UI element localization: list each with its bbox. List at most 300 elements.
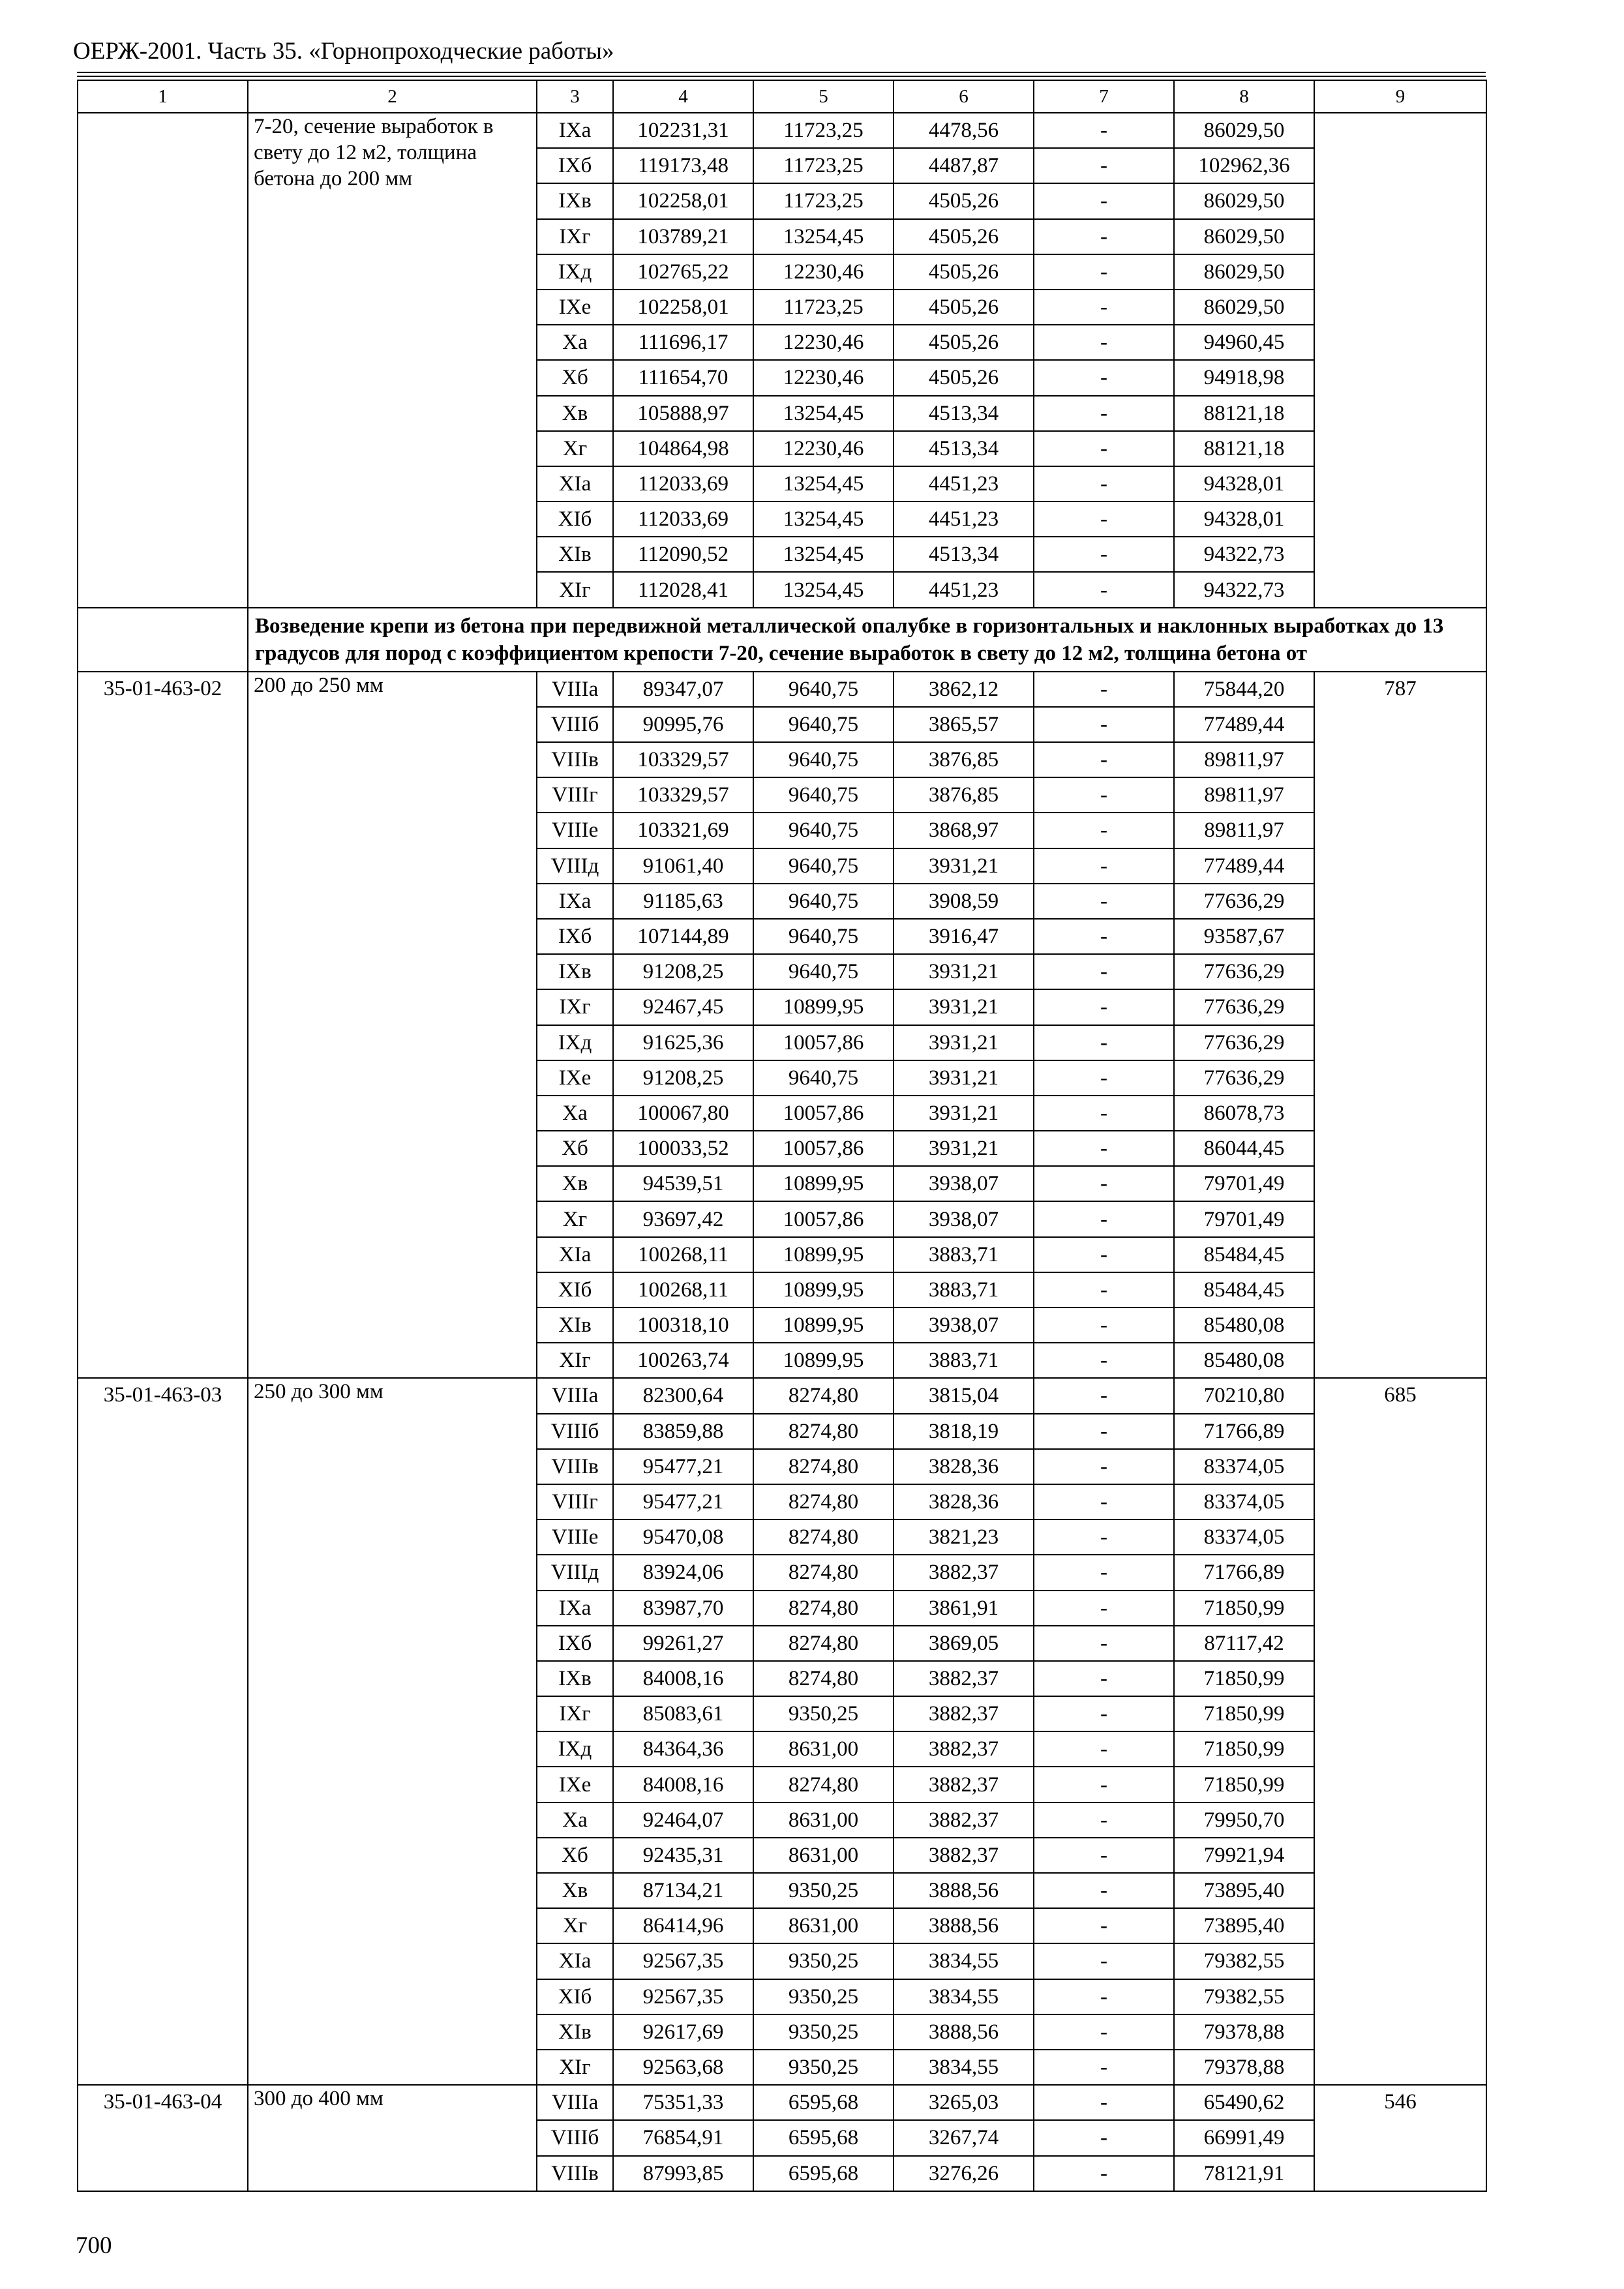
value-cell: 10057,86	[753, 1201, 894, 1236]
value-cell: 92567,35	[613, 1979, 753, 2014]
value-cell: -	[1034, 360, 1174, 395]
value-cell: -	[1034, 2156, 1174, 2191]
value-cell: 85480,08	[1174, 1308, 1314, 1343]
value-cell: 3265,03	[894, 2085, 1034, 2120]
value-cell: 8631,00	[753, 1838, 894, 1873]
value-cell: -	[1034, 1343, 1174, 1378]
category-cell: Xа	[537, 325, 613, 360]
value-cell: 8631,00	[753, 1803, 894, 1838]
value-cell: 3931,21	[894, 848, 1034, 884]
value-cell: 94322,73	[1174, 537, 1314, 572]
value-cell: 76854,91	[613, 2120, 753, 2155]
value-cell: 10899,95	[753, 1343, 894, 1378]
value-cell: 8274,80	[753, 1449, 894, 1484]
category-cell: VIIIд	[537, 848, 613, 884]
value-cell: 3916,47	[894, 919, 1034, 954]
value-cell: -	[1034, 1803, 1174, 1838]
page-number: 700	[76, 2232, 112, 2259]
value-cell: 90995,76	[613, 707, 753, 742]
value-cell: -	[1034, 466, 1174, 501]
value-cell: 86029,50	[1174, 219, 1314, 254]
value-cell: 9350,25	[753, 2014, 894, 2050]
value-cell: 89811,97	[1174, 777, 1314, 813]
header-rule	[77, 72, 1486, 73]
value-cell: -	[1034, 1308, 1174, 1343]
value-cell: 99261,27	[613, 1626, 753, 1661]
value-cell: 3862,12	[894, 672, 1034, 707]
column-number-cell: 7	[1034, 80, 1174, 113]
value-cell: 73895,40	[1174, 1873, 1314, 1908]
value-cell: 112033,69	[613, 501, 753, 537]
category-cell: IXб	[537, 919, 613, 954]
value-cell: 87117,42	[1174, 1626, 1314, 1661]
value-cell: 83374,05	[1174, 1484, 1314, 1519]
value-cell: -	[1034, 919, 1174, 954]
column-number-cell: 2	[248, 80, 537, 113]
value-cell: 92563,68	[613, 2050, 753, 2085]
value-cell: 83924,06	[613, 1555, 753, 1590]
value-cell: -	[1034, 2014, 1174, 2050]
value-cell: -	[1034, 813, 1174, 848]
value-cell: 8274,80	[753, 1378, 894, 1413]
value-cell: 4487,87	[894, 148, 1034, 183]
value-cell: -	[1034, 325, 1174, 360]
value-cell: 8274,80	[753, 1555, 894, 1590]
category-cell: VIIIа	[537, 2085, 613, 2120]
value-cell: 3828,36	[894, 1449, 1034, 1484]
category-cell: IXе	[537, 290, 613, 325]
value-cell: 3876,85	[894, 777, 1034, 813]
category-cell: Xг	[537, 1201, 613, 1236]
value-cell: 100318,10	[613, 1308, 753, 1343]
value-cell: 79378,88	[1174, 2014, 1314, 2050]
value-cell: 3931,21	[894, 1025, 1034, 1060]
value-cell: 9350,25	[753, 1873, 894, 1908]
category-cell: IXа	[537, 113, 613, 148]
value-cell: 92464,07	[613, 1803, 753, 1838]
value-cell: -	[1034, 1873, 1174, 1908]
value-cell: 100268,11	[613, 1272, 753, 1308]
value-cell: 4513,34	[894, 396, 1034, 431]
category-cell: VIIIб	[537, 1414, 613, 1449]
value-cell: -	[1034, 1943, 1174, 1979]
value-cell: 71850,99	[1174, 1591, 1314, 1626]
norm-code: 35-01-463-03	[78, 1378, 248, 2085]
category-cell: IXв	[537, 183, 613, 218]
value-cell: 102258,01	[613, 183, 753, 218]
value-cell: 84008,16	[613, 1767, 753, 1802]
value-cell: 4451,23	[894, 466, 1034, 501]
value-cell: -	[1034, 1060, 1174, 1096]
value-cell: 89811,97	[1174, 813, 1314, 848]
category-cell: VIIIг	[537, 777, 613, 813]
value-cell: 4505,26	[894, 360, 1034, 395]
value-cell: 77636,29	[1174, 954, 1314, 989]
section-title: Возведение крепи из бетона при передвижной металлической опалубке в горизонтальных и наклонных выработках до 13 градусов для пород с коэффициентом крепости 7-20, сечение выработок в свету до 12 м2, толщина бетона от	[248, 608, 1486, 672]
table-row	[78, 2085, 1486, 2120]
value-cell: 111654,70	[613, 360, 753, 395]
norm-description: 250 до 300 мм	[248, 1378, 537, 2085]
value-cell: 12230,46	[753, 254, 894, 290]
value-cell: 104864,98	[613, 431, 753, 466]
value-cell: 9640,75	[753, 672, 894, 707]
norm-description: 300 до 400 мм	[248, 2085, 537, 2191]
value-cell: 86078,73	[1174, 1096, 1314, 1131]
value-cell: -	[1034, 290, 1174, 325]
value-cell: 82300,64	[613, 1378, 753, 1413]
value-cell: 4505,26	[894, 183, 1034, 218]
value-cell: 4513,34	[894, 431, 1034, 466]
value-cell: 10057,86	[753, 1131, 894, 1166]
value-cell: -	[1034, 1626, 1174, 1661]
value-cell: -	[1034, 1908, 1174, 1943]
value-cell: 77636,29	[1174, 884, 1314, 919]
value-cell: 89811,97	[1174, 742, 1314, 777]
rates-table	[77, 80, 1487, 2192]
value-cell: 93697,42	[613, 1201, 753, 1236]
value-cell: 3938,07	[894, 1166, 1034, 1201]
value-cell: -	[1034, 672, 1174, 707]
header-rule-inner	[77, 76, 1486, 77]
category-cell: IXг	[537, 1696, 613, 1731]
value-cell: 13254,45	[753, 219, 894, 254]
value-cell: 95477,21	[613, 1484, 753, 1519]
value-cell: 8274,80	[753, 1414, 894, 1449]
column-number-cell: 6	[894, 80, 1034, 113]
category-cell: VIIIв	[537, 742, 613, 777]
value-cell: 107144,89	[613, 919, 753, 954]
value-cell: -	[1034, 989, 1174, 1025]
value-cell: 88121,18	[1174, 396, 1314, 431]
value-cell: 10899,95	[753, 1237, 894, 1272]
value-cell: 3276,26	[894, 2156, 1034, 2191]
value-cell: 8274,80	[753, 1591, 894, 1626]
value-cell: 9350,25	[753, 1696, 894, 1731]
value-cell: 3818,19	[894, 1414, 1034, 1449]
count-cell: 685	[1314, 1378, 1486, 2085]
value-cell: -	[1034, 396, 1174, 431]
value-cell: 86029,50	[1174, 113, 1314, 148]
value-cell: -	[1034, 884, 1174, 919]
value-cell: -	[1034, 1591, 1174, 1626]
value-cell: 11723,25	[753, 148, 894, 183]
value-cell: 85480,08	[1174, 1343, 1314, 1378]
value-cell: 3821,23	[894, 1519, 1034, 1555]
value-cell: 13254,45	[753, 466, 894, 501]
value-cell: 9640,75	[753, 919, 894, 954]
value-cell: 85484,45	[1174, 1272, 1314, 1308]
value-cell: 102765,22	[613, 254, 753, 290]
value-cell: 3876,85	[894, 742, 1034, 777]
value-cell: 11723,25	[753, 113, 894, 148]
norm-description: 200 до 250 мм	[248, 672, 537, 1379]
value-cell: 103321,69	[613, 813, 753, 848]
norm-code	[78, 113, 248, 608]
value-cell: 3938,07	[894, 1308, 1034, 1343]
norm-code: 35-01-463-02	[78, 672, 248, 1379]
value-cell: 66991,49	[1174, 2120, 1314, 2155]
value-cell: 12230,46	[753, 431, 894, 466]
value-cell: -	[1034, 2050, 1174, 2085]
value-cell: 112028,41	[613, 572, 753, 607]
value-cell: 4505,26	[894, 254, 1034, 290]
value-cell: 87993,85	[613, 2156, 753, 2191]
category-cell: IXв	[537, 1661, 613, 1696]
norm-code: 35-01-463-04	[78, 2085, 248, 2191]
value-cell: -	[1034, 572, 1174, 607]
category-cell: Xа	[537, 1803, 613, 1838]
value-cell: -	[1034, 1414, 1174, 1449]
value-cell: 71850,99	[1174, 1767, 1314, 1802]
value-cell: 95470,08	[613, 1519, 753, 1555]
count-cell: 787	[1314, 672, 1486, 1379]
value-cell: 3861,91	[894, 1591, 1034, 1626]
category-cell: Xв	[537, 1166, 613, 1201]
category-cell: VIIIа	[537, 672, 613, 707]
category-cell: IXе	[537, 1767, 613, 1802]
category-cell: VIIIд	[537, 1555, 613, 1590]
category-cell: XIг	[537, 1343, 613, 1378]
value-cell: 77489,44	[1174, 707, 1314, 742]
value-cell: 12230,46	[753, 360, 894, 395]
value-cell: 6595,68	[753, 2085, 894, 2120]
value-cell: 92617,69	[613, 2014, 753, 2050]
value-cell: 9350,25	[753, 1943, 894, 1979]
category-cell: XIа	[537, 1943, 613, 1979]
value-cell: -	[1034, 777, 1174, 813]
value-cell: 86029,50	[1174, 183, 1314, 218]
category-cell: VIIIв	[537, 2156, 613, 2191]
value-cell: -	[1034, 1449, 1174, 1484]
value-cell: -	[1034, 183, 1174, 218]
value-cell: 4451,23	[894, 501, 1034, 537]
value-cell: 71850,99	[1174, 1696, 1314, 1731]
value-cell: 3931,21	[894, 989, 1034, 1025]
value-cell: -	[1034, 1838, 1174, 1873]
value-cell: -	[1034, 1096, 1174, 1131]
value-cell: 3882,37	[894, 1661, 1034, 1696]
value-cell: 73895,40	[1174, 1908, 1314, 1943]
value-cell: 70210,80	[1174, 1378, 1314, 1413]
category-cell: VIIIб	[537, 707, 613, 742]
value-cell: 3883,71	[894, 1272, 1034, 1308]
value-cell: 100263,74	[613, 1343, 753, 1378]
value-cell: -	[1034, 1661, 1174, 1696]
value-cell: 79950,70	[1174, 1803, 1314, 1838]
value-cell: 9640,75	[753, 848, 894, 884]
value-cell: 3888,56	[894, 1908, 1034, 1943]
value-cell: -	[1034, 1378, 1174, 1413]
value-cell: -	[1034, 1519, 1174, 1555]
value-cell: 103789,21	[613, 219, 753, 254]
category-cell: XIа	[537, 1237, 613, 1272]
value-cell: 79921,94	[1174, 1838, 1314, 1873]
value-cell: 8631,00	[753, 1908, 894, 1943]
value-cell: -	[1034, 113, 1174, 148]
category-cell: VIIIе	[537, 813, 613, 848]
value-cell: 84008,16	[613, 1661, 753, 1696]
value-cell: 3865,57	[894, 707, 1034, 742]
category-cell: Xв	[537, 396, 613, 431]
category-cell: IXв	[537, 954, 613, 989]
value-cell: 91625,36	[613, 1025, 753, 1060]
column-number-cell: 1	[78, 80, 248, 113]
value-cell: 3882,37	[894, 1838, 1034, 1873]
category-cell: XIг	[537, 2050, 613, 2085]
value-cell: 8274,80	[753, 1626, 894, 1661]
category-cell: Xб	[537, 1838, 613, 1873]
value-cell: 119173,48	[613, 148, 753, 183]
category-cell: XIг	[537, 572, 613, 607]
value-cell: 9640,75	[753, 954, 894, 989]
value-cell: 3882,37	[894, 1696, 1034, 1731]
value-cell: 92567,35	[613, 1943, 753, 1979]
category-cell: XIа	[537, 466, 613, 501]
category-cell: IXб	[537, 148, 613, 183]
category-cell: VIIIе	[537, 1519, 613, 1555]
value-cell: -	[1034, 1166, 1174, 1201]
value-cell: 103329,57	[613, 777, 753, 813]
category-cell: VIIIа	[537, 1378, 613, 1413]
count-cell: 546	[1314, 2085, 1486, 2191]
value-cell: 75351,33	[613, 2085, 753, 2120]
category-cell: IXд	[537, 254, 613, 290]
category-cell: XIв	[537, 1308, 613, 1343]
category-cell: XIв	[537, 2014, 613, 2050]
value-cell: 3931,21	[894, 954, 1034, 989]
value-cell: 9640,75	[753, 742, 894, 777]
value-cell: 11723,25	[753, 290, 894, 325]
value-cell: 3882,37	[894, 1731, 1034, 1767]
value-cell: -	[1034, 1237, 1174, 1272]
value-cell: 85083,61	[613, 1696, 753, 1731]
value-cell: 94322,73	[1174, 572, 1314, 607]
section-blank-cell	[78, 608, 248, 672]
value-cell: 3883,71	[894, 1343, 1034, 1378]
value-cell: -	[1034, 431, 1174, 466]
value-cell: 102962,36	[1174, 148, 1314, 183]
value-cell: 71766,89	[1174, 1555, 1314, 1590]
value-cell: -	[1034, 742, 1174, 777]
value-cell: -	[1034, 148, 1174, 183]
value-cell: 77636,29	[1174, 1025, 1314, 1060]
value-cell: 86029,50	[1174, 290, 1314, 325]
table-row	[78, 1378, 1486, 1413]
table-row	[78, 113, 1486, 148]
value-cell: 65490,62	[1174, 2085, 1314, 2120]
value-cell: 9640,75	[753, 707, 894, 742]
value-cell: 4505,26	[894, 219, 1034, 254]
category-cell: IXа	[537, 1591, 613, 1626]
value-cell: 89347,07	[613, 672, 753, 707]
category-cell: VIIIб	[537, 2120, 613, 2155]
value-cell: 3888,56	[894, 1873, 1034, 1908]
category-cell: Xг	[537, 1908, 613, 1943]
category-cell: IXд	[537, 1731, 613, 1767]
section-row	[78, 608, 1486, 672]
value-cell: 77489,44	[1174, 848, 1314, 884]
value-cell: -	[1034, 1201, 1174, 1236]
value-cell: 8274,80	[753, 1661, 894, 1696]
value-cell: 9350,25	[753, 2050, 894, 2085]
value-cell: 79701,49	[1174, 1166, 1314, 1201]
value-cell: 8274,80	[753, 1484, 894, 1519]
category-cell: XIв	[537, 537, 613, 572]
value-cell: 83987,70	[613, 1591, 753, 1626]
value-cell: 87134,21	[613, 1873, 753, 1908]
value-cell: -	[1034, 848, 1174, 884]
value-cell: -	[1034, 2120, 1174, 2155]
value-cell: 10899,95	[753, 989, 894, 1025]
value-cell: -	[1034, 954, 1174, 989]
value-cell: 3908,59	[894, 884, 1034, 919]
value-cell: 3868,97	[894, 813, 1034, 848]
value-cell: 3834,55	[894, 1979, 1034, 2014]
value-cell: -	[1034, 1131, 1174, 1166]
category-cell: XIб	[537, 1272, 613, 1308]
category-cell: IXг	[537, 219, 613, 254]
value-cell: 3815,04	[894, 1378, 1034, 1413]
value-cell: 88121,18	[1174, 431, 1314, 466]
column-number-row	[78, 80, 1486, 113]
value-cell: 112090,52	[613, 537, 753, 572]
category-cell: Xв	[537, 1873, 613, 1908]
value-cell: 13254,45	[753, 396, 894, 431]
value-cell: -	[1034, 219, 1174, 254]
value-cell: 3883,71	[894, 1237, 1034, 1272]
value-cell: 3931,21	[894, 1131, 1034, 1166]
table-row	[78, 672, 1486, 707]
column-number-cell: 8	[1174, 80, 1314, 113]
value-cell: 84364,36	[613, 1731, 753, 1767]
value-cell: 8274,80	[753, 1767, 894, 1802]
value-cell: 100033,52	[613, 1131, 753, 1166]
value-cell: 91208,25	[613, 954, 753, 989]
value-cell: 91185,63	[613, 884, 753, 919]
category-cell: IXг	[537, 989, 613, 1025]
value-cell: 9640,75	[753, 777, 894, 813]
value-cell: 10899,95	[753, 1272, 894, 1308]
value-cell: 71766,89	[1174, 1414, 1314, 1449]
value-cell: 6595,68	[753, 2120, 894, 2155]
value-cell: -	[1034, 1272, 1174, 1308]
value-cell: 11723,25	[753, 183, 894, 218]
value-cell: 100268,11	[613, 1237, 753, 1272]
value-cell: 77636,29	[1174, 1060, 1314, 1096]
value-cell: 3834,55	[894, 1943, 1034, 1979]
value-cell: 100067,80	[613, 1096, 753, 1131]
value-cell: 10899,95	[753, 1166, 894, 1201]
value-cell: 79378,88	[1174, 2050, 1314, 2085]
value-cell: 94328,01	[1174, 501, 1314, 537]
value-cell: 94918,98	[1174, 360, 1314, 395]
category-cell: VIIIв	[537, 1449, 613, 1484]
value-cell: 93587,67	[1174, 919, 1314, 954]
value-cell: -	[1034, 2085, 1174, 2120]
value-cell: 75844,20	[1174, 672, 1314, 707]
value-cell: 102231,31	[613, 113, 753, 148]
norm-description: 7-20, сечение выработок в свету до 12 м2, толщина бетона до 200 мм	[248, 113, 537, 608]
category-cell: IXа	[537, 884, 613, 919]
value-cell: 3267,74	[894, 2120, 1034, 2155]
value-cell: 79382,55	[1174, 1979, 1314, 2014]
value-cell: 3882,37	[894, 1803, 1034, 1838]
value-cell: 85484,45	[1174, 1237, 1314, 1272]
value-cell: 3931,21	[894, 1096, 1034, 1131]
column-number-cell: 5	[753, 80, 894, 113]
value-cell: 4513,34	[894, 537, 1034, 572]
value-cell: 95477,21	[613, 1449, 753, 1484]
